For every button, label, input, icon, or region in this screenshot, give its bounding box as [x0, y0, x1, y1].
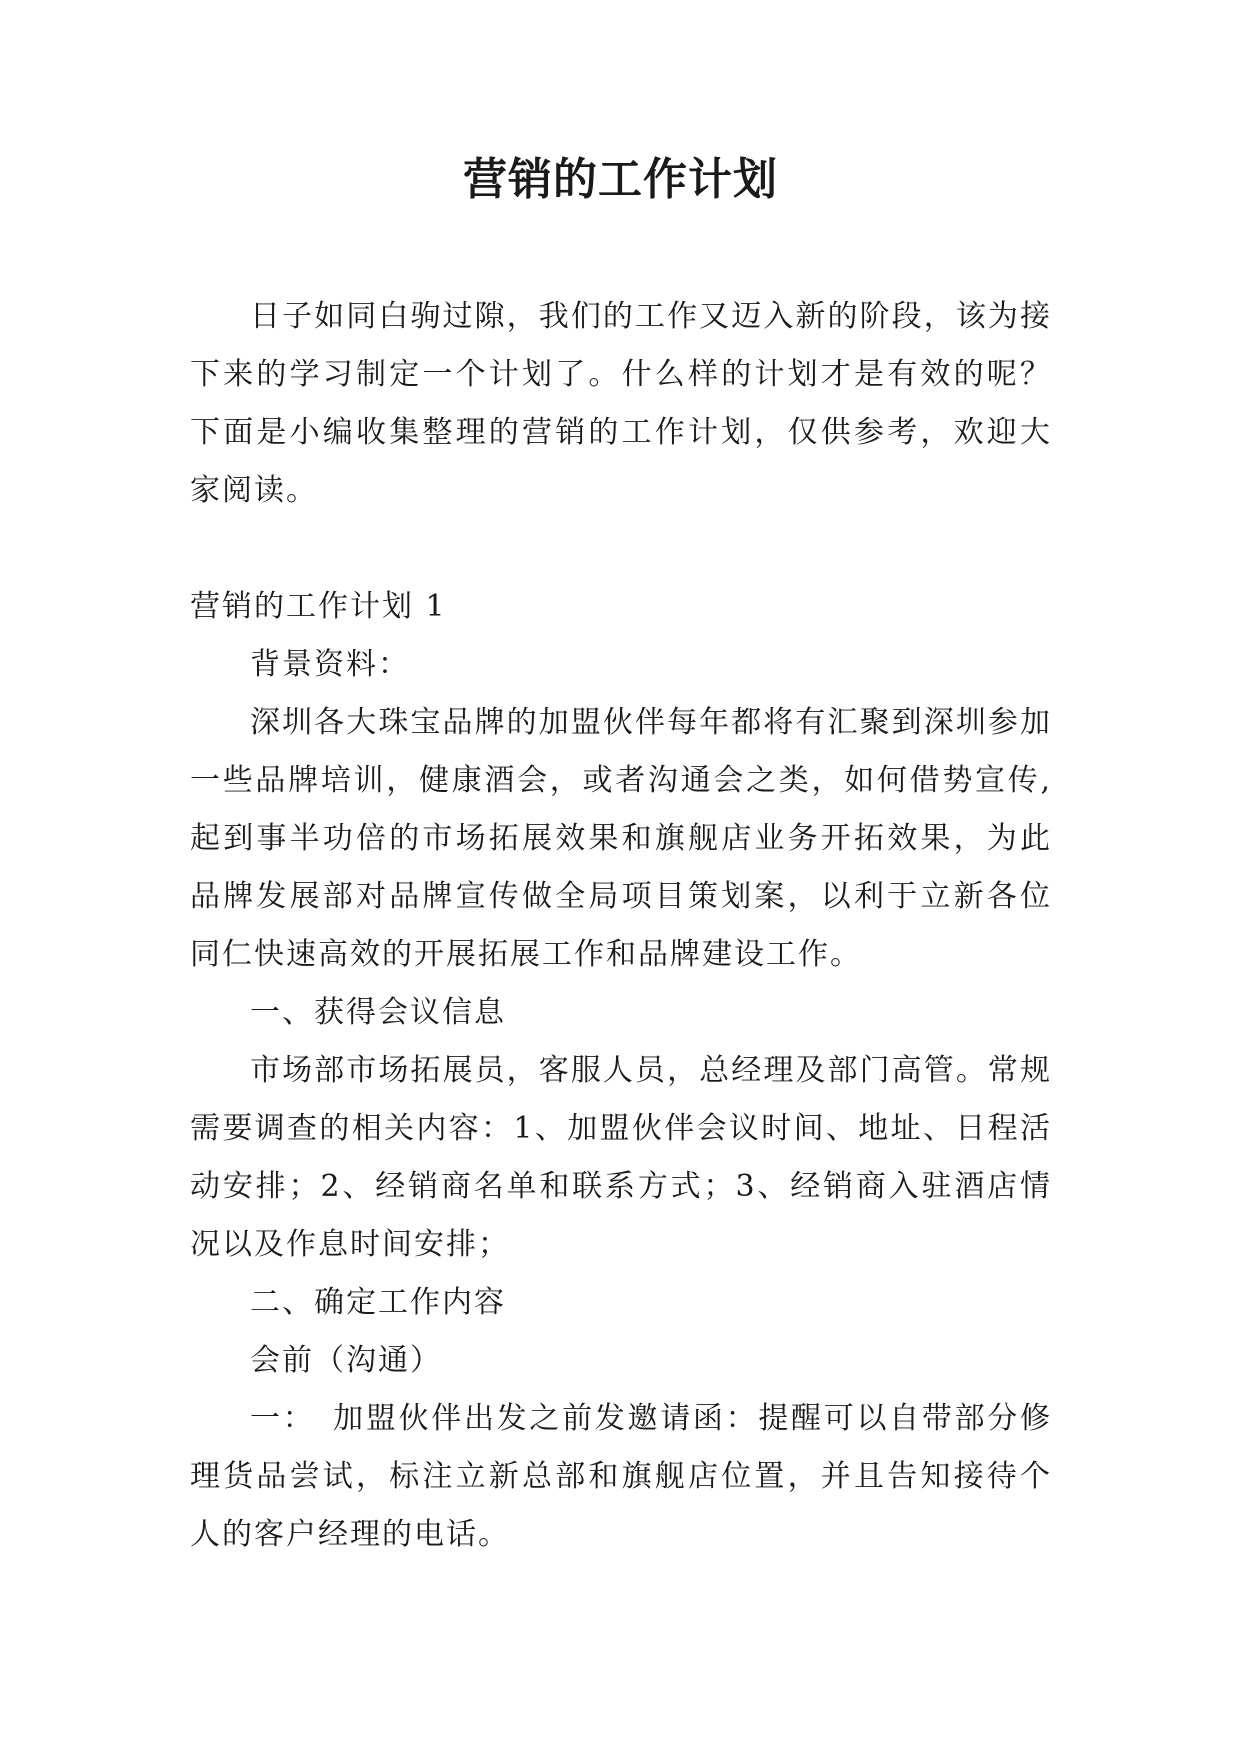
- paragraph-spacer: [190, 520, 1052, 578]
- pre-meeting-paragraph: 一： 加盟伙伴出发之前发邀请函：提醒可以自带部分修理货品尝试，标注立新总部和旗舰店位置，并且告知接待个人的客户经理的电话。: [190, 1401, 1052, 1552]
- section-heading: 营销的工作计划 1: [190, 589, 447, 624]
- step-paragraph-1: 市场部市场拓展员，客服人员，总经理及部门高管。常规需要调查的相关内容：1、加盟伙伴会议时间、地址、日程活动安排；2、经销商名单和联系方式；3、经销商入驻酒店情况以及作息时间安排；: [190, 1053, 1052, 1262]
- document-title: 营销的工作计划: [463, 154, 778, 205]
- step-heading-1: 一、获得会议信息: [250, 995, 506, 1030]
- background-paragraph: 深圳各大珠宝品牌的加盟伙伴每年都将有汇聚到深圳参加一些品牌培训，健康酒会，或者沟通会之类，如何借势宣传,起到事半功倍的市场拓展效果和旗舰店业务开拓效果，为此品牌发展部对品牌宣传做全局项目策划案，以利于立新各位同仁快速高效的开展拓展工作和品牌建设工作。: [190, 705, 1052, 972]
- background-label: 背景资料：: [250, 647, 410, 682]
- step-heading-2: 二、确定工作内容: [250, 1285, 506, 1320]
- subheading-pre-meeting: 会前（沟通）: [250, 1343, 442, 1378]
- intro-paragraph: 日子如同白驹过隙，我们的工作又迈入新的阶段，该为接下来的学习制定一个计划了。什么样的计划才是有效的呢？下面是小编收集整理的营销的工作计划，仅供参考，欢迎大家阅读。: [190, 299, 1052, 508]
- document-body: [190, 288, 1052, 1564]
